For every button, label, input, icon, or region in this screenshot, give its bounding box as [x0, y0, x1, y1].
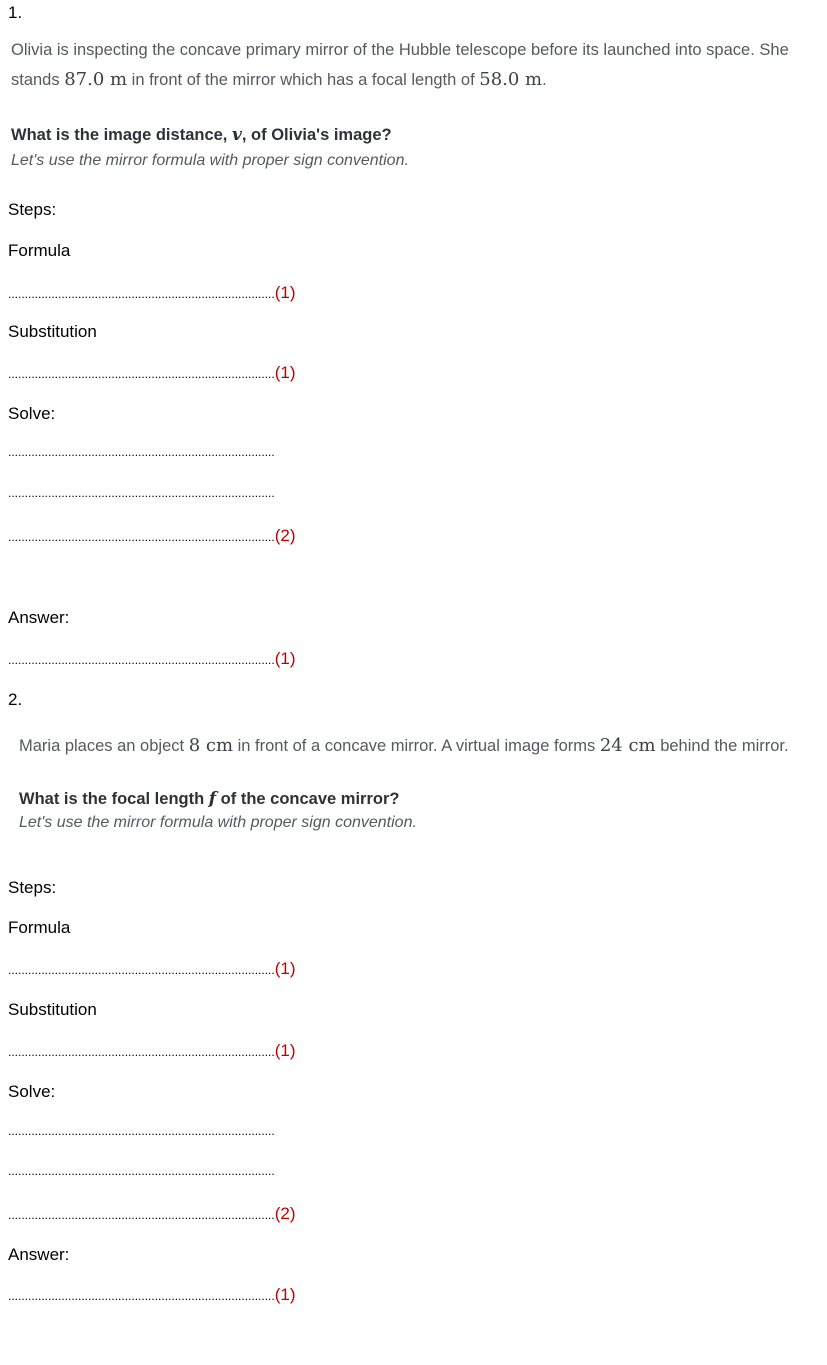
q2-image-distance: 24 cm [599, 735, 656, 756]
q2-answer-line[interactable] [8, 1285, 296, 1305]
q2-question-variable: f [208, 789, 217, 809]
q2-question-part2: of the concave mirror? [216, 790, 400, 808]
q2-problem-part3: behind the mirror. [655, 737, 789, 755]
dotted-answer-line: ................................................................................ [8, 653, 275, 667]
dotted-answer-line: ................................................................................ [8, 530, 275, 544]
q2-question-part1: What is the focal length [19, 790, 209, 808]
q1-question-part1: What is the image distance, [11, 126, 232, 144]
q1-solve-label: Solve: [8, 404, 56, 423]
q2-hint: Let's use the mirror formula with proper sign convention. [19, 814, 417, 831]
mark-allocation: (1) [274, 649, 296, 668]
question-number-1: 1. [8, 3, 23, 22]
dotted-answer-line: ................................................................................ [8, 1164, 275, 1178]
dotted-answer-line: ................................................................................ [8, 445, 275, 459]
q1-substitution-line[interactable] [8, 363, 296, 383]
q2-problem-part2: in front of a concave mirror. A virtual image forms [233, 737, 600, 755]
q1-answer-line[interactable] [8, 649, 296, 669]
q2-answer-label: Answer: [8, 1245, 70, 1264]
q1-substitution-label: Substitution [8, 322, 97, 341]
q2-solve-line-2[interactable] [8, 1164, 275, 1178]
mark-allocation: (1) [274, 363, 296, 382]
q2-object-distance: 8 cm [188, 735, 234, 756]
dotted-answer-line: ................................................................................ [8, 367, 275, 381]
q1-solve-line-1[interactable] [8, 445, 275, 459]
q1-hint: Let's use the mirror formula with proper sign convention. [11, 152, 409, 169]
mark-allocation: (2) [274, 1204, 296, 1223]
mark-allocation: (1) [274, 283, 296, 302]
q2-solve-line-1[interactable] [8, 1124, 275, 1138]
dotted-answer-line: ................................................................................ [8, 486, 275, 500]
q2-question [19, 789, 399, 809]
q2-formula-line[interactable] [8, 959, 296, 979]
question-number-2: 2. [8, 690, 23, 709]
mark-allocation: (1) [274, 959, 296, 978]
mark-allocation: (2) [274, 526, 296, 545]
dotted-answer-line: ................................................................................ [8, 287, 275, 301]
q1-problem-period: . [542, 71, 547, 89]
q2-solve-label: Solve: [8, 1082, 56, 1101]
q1-focal-length: 58.0 m [479, 69, 543, 90]
q1-problem-text [11, 36, 789, 95]
q2-solve-line-3[interactable] [8, 1204, 296, 1224]
q2-steps-label: Steps: [8, 878, 57, 897]
q2-formula-label: Formula [8, 918, 71, 937]
dotted-answer-line: ................................................................................ [8, 1208, 275, 1222]
q2-problem-text [19, 731, 789, 761]
q2-substitution-label: Substitution [8, 1000, 97, 1019]
dotted-answer-line: ................................................................................ [8, 1124, 275, 1138]
q1-solve-line-2[interactable] [8, 486, 275, 500]
mark-allocation: (1) [274, 1285, 296, 1304]
q1-question [11, 125, 392, 145]
q1-problem-line2b: in front of the mirror which has a focal length of [127, 71, 480, 89]
q1-question-variable: v [231, 125, 242, 145]
dotted-answer-line: ................................................................................ [8, 1045, 275, 1059]
q2-substitution-line[interactable] [8, 1041, 296, 1061]
q1-question-part2: , of Olivia's image? [241, 126, 392, 144]
q2-problem-part1: Maria places an object [19, 737, 189, 755]
q1-solve-line-3[interactable] [8, 526, 296, 546]
q1-object-distance: 87.0 m [64, 69, 128, 90]
q1-problem-line2a: stands [11, 71, 65, 89]
q1-formula-line[interactable] [8, 283, 296, 303]
q1-steps-label: Steps: [8, 200, 57, 219]
q1-problem-line1: Olivia is inspecting the concave primary mirror of the Hubble telescope before its launched into space. She [11, 41, 789, 59]
mark-allocation: (1) [274, 1041, 296, 1060]
dotted-answer-line: ................................................................................ [8, 963, 275, 977]
dotted-answer-line: ................................................................................ [8, 1289, 275, 1303]
q1-answer-label: Answer: [8, 608, 70, 627]
q1-formula-label: Formula [8, 241, 71, 260]
